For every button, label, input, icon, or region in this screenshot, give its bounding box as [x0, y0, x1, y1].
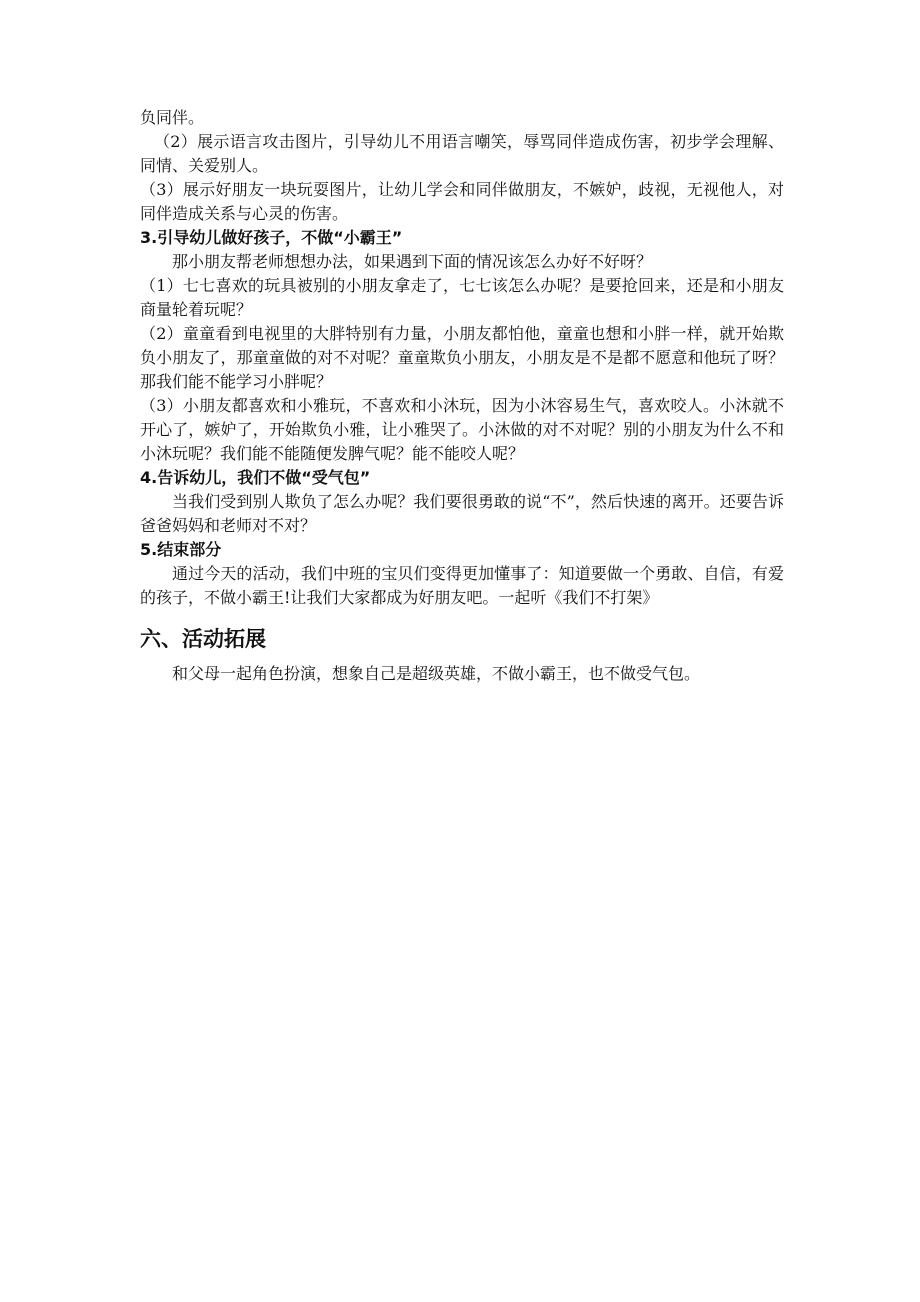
- section-6-title: 六、活动拓展: [140, 627, 266, 651]
- paragraph-item-3: （3）展示好朋友一块玩耍图片，让幼儿学会和同伴做朋友，不嫉妒，歧视，无视他人，对同伴造成关系与心灵的伤害。: [140, 180, 784, 223]
- heading-step-4: 4.告诉幼儿，我们不做“受气包”: [140, 468, 371, 487]
- step-4-text: 当我们受到别人欺负了怎么办呢？我们要很勇敢的说“不”，然后快速的离开。还要告诉爸爸妈妈和老师对不对？: [140, 492, 784, 535]
- step-3-case-2: （2）童童看到电视里的大胖特别有力量，小朋友都怕他，童童也想和小胖一样，就开始欺负小朋友了，那童童做的对不对呢？童童欺负小朋友，小朋友是不是都不愿意和他玩了呀？那我们能不能学习小胖呢？: [140, 324, 784, 391]
- heading-step-5: 5.结束部分: [140, 540, 222, 559]
- step-3-case-1: （1）七七喜欢的玩具被别的小朋友拿走了，七七该怎么办呢？是要抢回来，还是和小朋友商量轮着玩呢？: [140, 276, 784, 319]
- section-6-text: 和父母一起角色扮演，想象自己是超级英雄，不做小霸王，也不做受气包。: [172, 664, 701, 683]
- paragraph-continuation: 负同伴。: [140, 108, 205, 127]
- paragraph-item-2: （2）展示语言攻击图片，引导幼儿不用语言嘲笑，辱骂同伴造成伤害，初步学会理解、同情、关爱别人。: [140, 132, 784, 175]
- step-3-intro: 那小朋友帮老师想想办法，如果遇到下面的情况该怎么办好不好呀？: [172, 252, 653, 271]
- document-page: [140, 106, 784, 686]
- step-3-case-3: （3）小朋友都喜欢和小雅玩，不喜欢和小沐玩，因为小沐容易生气，喜欢咬人。小沐就不开心了，嫉妒了，开始欺负小雅，让小雅哭了。小沐做的对不对呢？别的小朋友为什么不和小沐玩呢？我们能不能随便发脾气呢？能不能咬人呢？: [140, 396, 784, 463]
- heading-step-3: 3.引导幼儿做好孩子，不做“小霸王”: [140, 228, 403, 247]
- step-5-text: 通过今天的活动，我们中班的宝贝们变得更加懂事了：知道要做一个勇敢、自信，有爱的孩子，不做小霸王!让我们大家都成为好朋友吧。一起听《我们不打架》: [140, 564, 784, 607]
